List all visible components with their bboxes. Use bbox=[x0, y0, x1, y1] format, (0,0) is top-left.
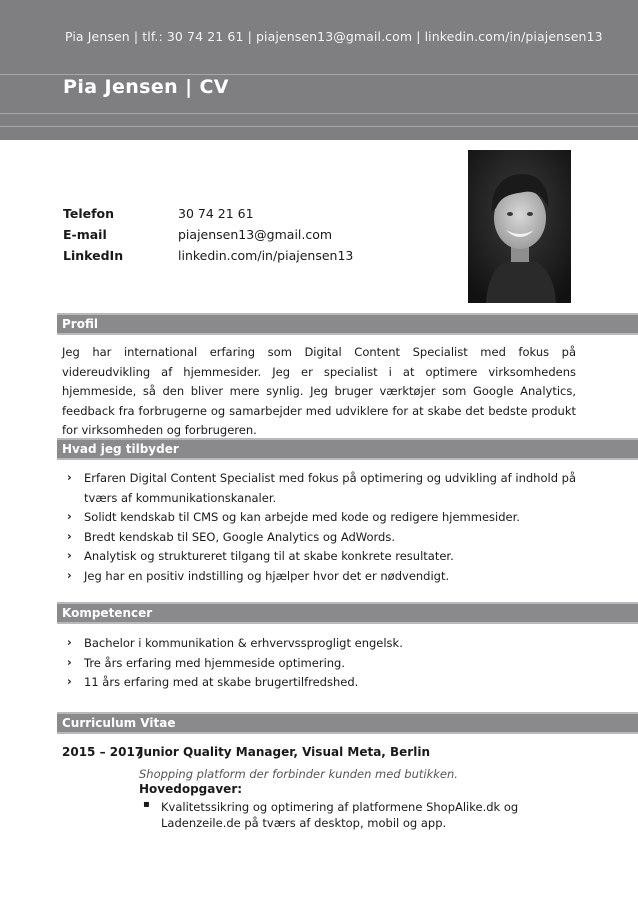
section-header-cv bbox=[57, 712, 638, 734]
cv-role: Junior Quality Manager, Visual Meta, Berlin bbox=[139, 745, 430, 759]
contact-label: LinkedIn bbox=[63, 248, 124, 263]
header-contact-line: Pia Jensen | tlf.: 30 74 21 61 | piajensen13@gmail.com | linkedin.com/in/piajensen13 bbox=[65, 29, 603, 44]
chevron-right-icon: › bbox=[67, 548, 72, 562]
chevron-right-icon: › bbox=[67, 509, 72, 523]
header-divider bbox=[0, 126, 638, 127]
section-header-skills bbox=[57, 602, 638, 624]
list-item: › Bachelor i kommunikation & erhvervssprogligt engelsk. bbox=[62, 634, 582, 654]
page-header bbox=[0, 0, 638, 140]
profile-text: Jeg har international erfaring som Digital Content Specialist med fokus på videreudvikling af hjemmesider. Jeg er specialist i at optimere virksomhedens hjemmeside, så den bliver mere synlig. Jeg bruger værktøjer som Google Analytics, feedback fra forbrugerne og samarbejder med udviklere for at skabe det bedste produkt for virksomheden og forbrugeren. bbox=[62, 345, 576, 437]
contact-value[interactable]: piajensen13@gmail.com bbox=[178, 227, 333, 242]
square-bullet-icon: ▪ bbox=[143, 799, 150, 810]
chevron-right-icon: › bbox=[67, 674, 72, 688]
section-heading: Kompetencer bbox=[62, 606, 153, 620]
section-header-offer bbox=[57, 438, 638, 460]
contact-label: Telefon bbox=[63, 206, 115, 221]
section-header-profile bbox=[57, 313, 638, 335]
header-divider bbox=[0, 113, 638, 114]
contact-value: 30 74 21 61 bbox=[178, 206, 254, 221]
cv-task-item: Kvalitetssikring og optimering af platformene ShopAlike.dk og Ladenzeile.de på tværs af desktop, mobil og app. bbox=[161, 800, 519, 830]
list-item: › Solidt kendskab til CMS og kan arbejde med kode og redigere hjemmesider. bbox=[62, 508, 582, 528]
profile-photo bbox=[468, 150, 571, 303]
contact-label: E-mail bbox=[63, 227, 107, 242]
chevron-right-icon: › bbox=[67, 567, 72, 582]
list-item: › Jeg har en positiv indstilling og hjælper hvor det er nødvendigt. bbox=[62, 567, 582, 587]
cv-tasks-label: Hovedopgaver: bbox=[139, 782, 243, 796]
chevron-right-icon: › bbox=[67, 470, 72, 484]
chevron-right-icon: › bbox=[67, 654, 72, 669]
section-heading: Profil bbox=[62, 317, 98, 331]
list-item: › Bredt kendskab til SEO, Google Analytics og AdWords. bbox=[62, 528, 582, 548]
list-item: › Tre års erfaring med hjemmeside optimering. bbox=[62, 654, 582, 674]
list-item: › Analytisk og struktureret tilgang til at skabe konkrete resultater. bbox=[62, 547, 582, 567]
cv-description: Shopping platform der forbinder kunden med butikken. bbox=[139, 767, 458, 781]
list-item: › 11 års erfaring med at skabe brugertilfredshed. bbox=[62, 673, 582, 693]
chevron-right-icon: › bbox=[67, 635, 72, 649]
skills-list bbox=[62, 634, 582, 693]
page-title: Pia Jensen | CV bbox=[63, 76, 229, 98]
section-heading: Hvad jeg tilbyder bbox=[62, 442, 179, 456]
list-item: › Erfaren Digital Content Specialist med fokus på optimering og udvikling af indhold på tværs af kommunikationskanaler. bbox=[67, 470, 576, 505]
cv-period: 2015 – 2017 bbox=[62, 745, 144, 759]
chevron-right-icon: › bbox=[67, 528, 72, 543]
portrait-image bbox=[468, 150, 571, 303]
contact-value[interactable]: linkedin.com/in/piajensen13 bbox=[178, 248, 354, 263]
header-divider bbox=[0, 74, 638, 75]
offer-list bbox=[62, 469, 582, 586]
section-heading: Curriculum Vitae bbox=[62, 716, 176, 730]
